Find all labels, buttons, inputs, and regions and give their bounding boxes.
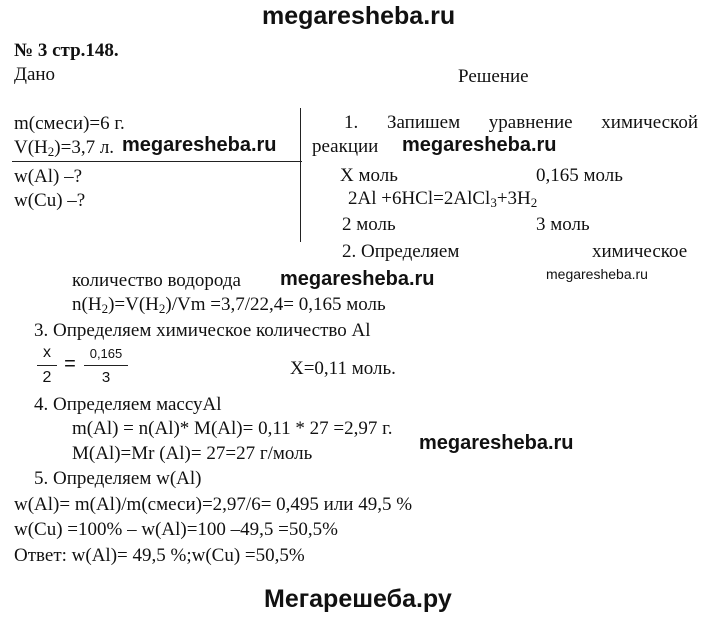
answer: Ответ: w(Al)= 49,5 %;w(Cu) =50,5% <box>14 545 305 566</box>
step2-line-c: количество водорода <box>72 270 241 291</box>
eq-pre: 2Al +6HCl=2AlCl <box>348 188 491 209</box>
step1-line-a: 1. Запишем уравнение химической <box>344 112 698 133</box>
given-volume <box>14 137 114 159</box>
molar-mass-al: M(Al)=Mr (Al)= 27=27 г/моль <box>72 443 313 464</box>
step3-heading: 3. Определяем химическое количество Al <box>34 320 371 341</box>
w-al-result: w(Al)= m(Al)/m(смеси)=2,97/6= 0,495 или 49,5 % <box>14 494 413 515</box>
step5-heading: 5. Определяем w(Al) <box>34 468 202 489</box>
fraction-x-bar <box>37 365 57 366</box>
eq-mid: +3H <box>496 188 531 209</box>
step2-line-a: 2. Определяем <box>342 241 460 262</box>
watermark-middle-1: megaresheba.ru <box>122 134 277 156</box>
fraction-x-numerator: x <box>43 344 51 361</box>
eq-sub2: 2 <box>530 195 538 210</box>
x-result: X=0,11 моль. <box>290 358 396 379</box>
watermark-small: megaresheba.ru <box>546 266 648 282</box>
n-pre: n(H <box>72 294 102 315</box>
watermark-top: megaresheba.ru <box>262 2 456 30</box>
fraction-x-denominator: 2 <box>42 369 52 386</box>
step2-line-b: химическое <box>592 241 688 262</box>
task-number: № 3 стр.148. <box>14 40 119 61</box>
volume-pre: V(H <box>14 137 48 158</box>
n-sub2: 2 <box>158 301 166 316</box>
watermark-middle-3: megaresheba.ru <box>280 268 435 290</box>
mol-2-label: 2 моль <box>342 214 396 235</box>
reaction-equation <box>348 188 537 210</box>
mol-x-label: X моль <box>340 165 398 186</box>
fraction-equals: = <box>64 353 76 375</box>
step4-heading: 4. Определяем массуAl <box>34 394 222 415</box>
n-post: )/Vm =3,7/22,4= 0,165 моль <box>165 294 386 315</box>
hydrogen-amount <box>72 294 386 316</box>
given-label: Дано <box>14 64 56 85</box>
fraction-bar <box>84 365 128 366</box>
given-mass: m(смеси)=6 г. <box>14 113 125 134</box>
w-cu-result: w(Cu) =100% – w(Al)=100 –49,5 =50,5% <box>14 519 338 540</box>
given-vertical-line <box>300 108 301 242</box>
mol-0165-label: 0,165 моль <box>536 165 623 186</box>
volume-sub: 2 <box>47 144 55 159</box>
watermark-middle-2: megaresheba.ru <box>402 134 557 156</box>
eq-sub1: 3 <box>490 195 497 210</box>
n-mid: )=V(H <box>108 294 159 315</box>
fraction-numerator: 0,165 <box>89 346 123 361</box>
fraction-denominator: 3 <box>101 369 111 386</box>
solution-label: Решение <box>458 66 529 87</box>
find-cu: w(Cu) –? <box>14 190 86 211</box>
watermark-bottom: Мегарешеба.ру <box>264 585 452 613</box>
n-sub1: 2 <box>101 301 109 316</box>
step1-line-b: реакции <box>312 136 379 157</box>
find-al: w(Al) –? <box>14 166 83 187</box>
mol-3-label: 3 моль <box>536 214 590 235</box>
given-divider <box>12 161 302 162</box>
volume-post: )=3,7 л. <box>54 137 115 158</box>
watermark-right: megaresheba.ru <box>419 432 574 454</box>
mass-al: m(Al) = n(Al)* M(Al)= 0,11 * 27 =2,97 г. <box>72 418 393 439</box>
